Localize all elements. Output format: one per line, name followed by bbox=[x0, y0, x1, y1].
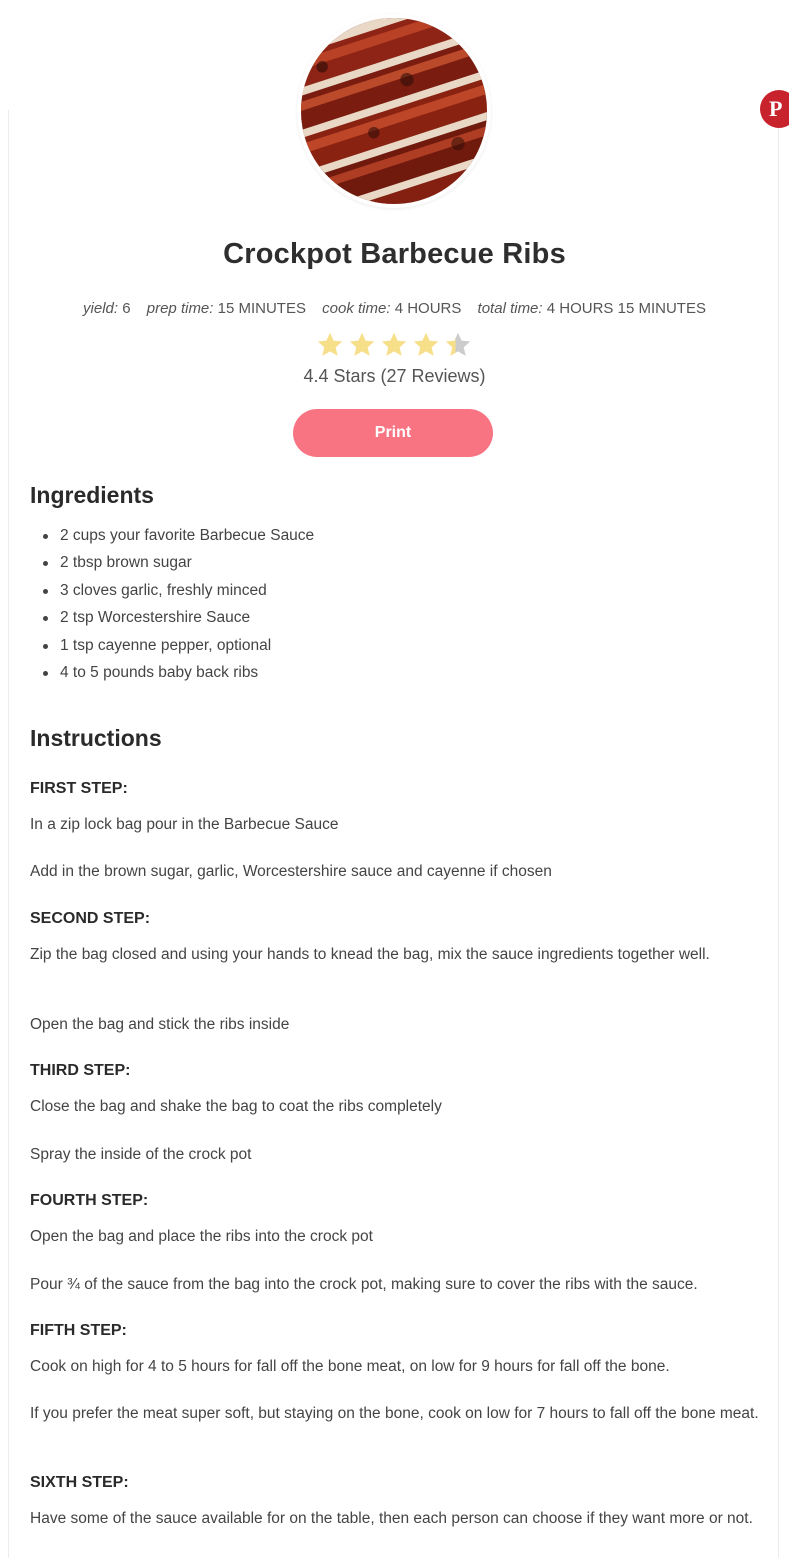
step-text: If you prefer the meat super soft, but staying on the bone, cook on low for 7 hours to fall off the bone meat. bbox=[30, 1405, 759, 1422]
ingredient-item: 3 cloves garlic, freshly minced bbox=[30, 579, 750, 606]
prep-time-value: 15 MINUTES bbox=[217, 300, 306, 317]
ingredient-item: 2 cups your favorite Barbecue Sauce bbox=[30, 524, 750, 551]
step-text: Open the bag and stick the ribs inside bbox=[30, 1016, 290, 1033]
step-title: SECOND STEP: bbox=[30, 910, 151, 927]
star-icon[interactable] bbox=[412, 331, 440, 359]
star-rating[interactable] bbox=[316, 331, 476, 359]
yield-meta bbox=[83, 300, 131, 317]
step-text: Pour ¾ of the sauce from the bag into the crock pot, making sure to cover the ribs with the sauce. bbox=[30, 1276, 698, 1293]
cook-time-label: cook time: bbox=[322, 300, 391, 317]
recipe-meta bbox=[0, 300, 789, 317]
rating-summary: 4.4 Stars (27 Reviews) bbox=[303, 366, 486, 386]
step-title: THIRD STEP: bbox=[30, 1062, 131, 1079]
yield-value: 6 bbox=[122, 300, 131, 317]
cook-time-value: 4 HOURS bbox=[394, 300, 462, 317]
star-icon[interactable] bbox=[316, 331, 344, 359]
yield-label: yield: bbox=[83, 300, 119, 317]
step-title: FOURTH STEP: bbox=[30, 1192, 149, 1209]
step-text: Close the bag and shake the bag to coat the ribs completely bbox=[30, 1098, 442, 1115]
ingredient-item: 4 to 5 pounds baby back ribs bbox=[30, 661, 750, 688]
star-icon[interactable] bbox=[444, 331, 472, 359]
star-icon[interactable] bbox=[348, 331, 376, 359]
step-text: Zip the bag closed and using your hands to knead the bag, mix the sauce ingredients together well. bbox=[30, 946, 710, 963]
step-text: Add in the brown sugar, garlic, Worcestershire sauce and cayenne if chosen bbox=[30, 863, 552, 880]
recipe-photo bbox=[297, 14, 491, 208]
step-text: Cook on high for 4 to 5 hours for fall off the bone meat, on low for 9 hours for fall off the bone. bbox=[30, 1358, 670, 1375]
step-text: Open the bag and place the ribs into the crock pot bbox=[30, 1228, 373, 1245]
ingredients-heading: Ingredients bbox=[30, 482, 154, 508]
total-time-meta bbox=[478, 300, 706, 317]
cook-time-meta bbox=[322, 300, 461, 317]
step-text: In a zip lock bag pour in the Barbecue Sauce bbox=[30, 816, 339, 833]
ingredient-item: 2 tbsp brown sugar bbox=[30, 551, 750, 578]
step-text: Spray the inside of the crock pot bbox=[30, 1146, 252, 1163]
ingredient-item: 2 tsp Worcestershire Sauce bbox=[30, 606, 750, 633]
print-button[interactable]: Print bbox=[293, 409, 493, 457]
pinterest-icon: P bbox=[769, 96, 783, 121]
prep-time-meta bbox=[147, 300, 306, 317]
step-text: Have some of the sauce available for on the table, then each person can choose if they want more or not. bbox=[30, 1510, 753, 1527]
step-title: FIFTH STEP: bbox=[30, 1322, 127, 1339]
step-title: SIXTH STEP: bbox=[30, 1474, 129, 1491]
prep-time-label: prep time: bbox=[146, 300, 214, 317]
recipe-title: Crockpot Barbecue Ribs bbox=[223, 238, 566, 270]
ingredient-item: 1 tsp cayenne pepper, optional bbox=[30, 634, 750, 661]
ingredients-list bbox=[30, 524, 750, 688]
total-time-label: total time: bbox=[477, 300, 543, 317]
total-time-value: 4 HOURS 15 MINUTES bbox=[546, 300, 706, 317]
star-icon[interactable] bbox=[380, 331, 408, 359]
step-title: FIRST STEP: bbox=[30, 780, 128, 797]
instructions-heading: Instructions bbox=[30, 725, 162, 751]
